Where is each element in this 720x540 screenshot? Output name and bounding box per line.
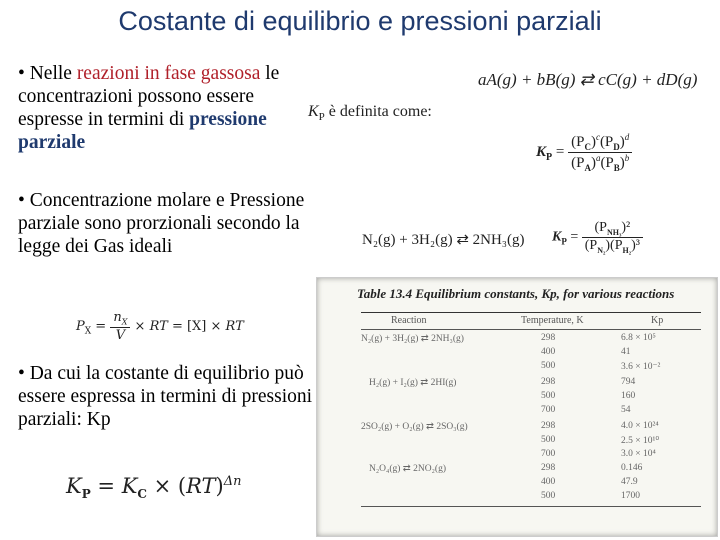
kp-definition-label: $K_P$ è definita come: (308, 103, 432, 124)
table-row: 2SO₂(g) + O₂(g) ⇄ 2SO₃(g) 298 4.0 × 10²⁴ (361, 421, 659, 432)
table-row: 400 47.9 (541, 477, 638, 487)
highlight-partial-pressure: pressione parziale (18, 109, 267, 153)
equilibrium-constants-table (316, 277, 718, 537)
kp-kc-relation: $K_P = K_C \times (RT)^{\Delta n}$ (66, 474, 242, 502)
table-row: 500 3.6 × 10⁻² (541, 361, 661, 372)
table-header: Reaction Temperature, K Kp (361, 312, 701, 330)
table-bottom-rule (361, 506, 701, 507)
kp-general-formula: $K_P$ = $\frac{(P_C)^c(P_D)^d}{(P_A)^a(P_B)^b}$ (536, 132, 632, 173)
table-row: 500 1700 (541, 491, 640, 501)
table-row: H₂(g) + I₂(g) ⇄ 2HI(g) 298 794 (369, 377, 636, 388)
general-reaction-equation: aA(g) + bB(g) ⇄ cC(g) + dD(g) (478, 70, 698, 89)
paragraph-kp-expression: • Da cui la costante di equilibrio può essere espressa in termini di pressioni parziali: Kp (18, 363, 313, 430)
table-row: 700 54 (541, 405, 631, 415)
slide-title: Costante di equilibrio e pressioni parziali (118, 6, 602, 36)
table-row: 400 41 (541, 347, 631, 357)
table-row: 500 160 (541, 391, 636, 401)
ideal-gas-formula: $P_X$ = $\frac{n_X}{V}$ × RT = [X] × RT (76, 310, 244, 343)
table-row: N₂(g) + 3H₂(g) ⇄ 2NH₃(g) 298 6.8 × 10⁵ (361, 333, 656, 344)
paragraph-ideal-gas: • Concentrazione molare e Pressione parziale sono prorzionali secondo la legge dei Gas ideali (18, 190, 305, 257)
ammonia-equation: N₂(g) + 3H₂(g) ⇄ 2NH₃(g) (362, 232, 525, 248)
table-row: N₂O₄(g) ⇄ 2NO₂(g) 298 0.146 (369, 463, 643, 474)
table-title: Table 13.4 Equilibrium constants, Kp, for various reactions (357, 286, 675, 301)
kp-ammonia-formula: $K_P$ = $\frac{(P_{NH_3})^2}{(P_{N_2})(P_{H_2})^3}$ (552, 220, 643, 255)
paragraph-partial-pressure: • Nelle reazioni in fase gassosa le concentrazioni possono essere espresse in termini di pressione parziale (18, 63, 280, 153)
table-row: 700 3.0 × 10⁴ (541, 449, 656, 459)
table-row: 500 2.5 × 10¹⁰ (541, 435, 660, 446)
highlight-gas-phase: reazioni in fase gassosa (76, 63, 261, 84)
